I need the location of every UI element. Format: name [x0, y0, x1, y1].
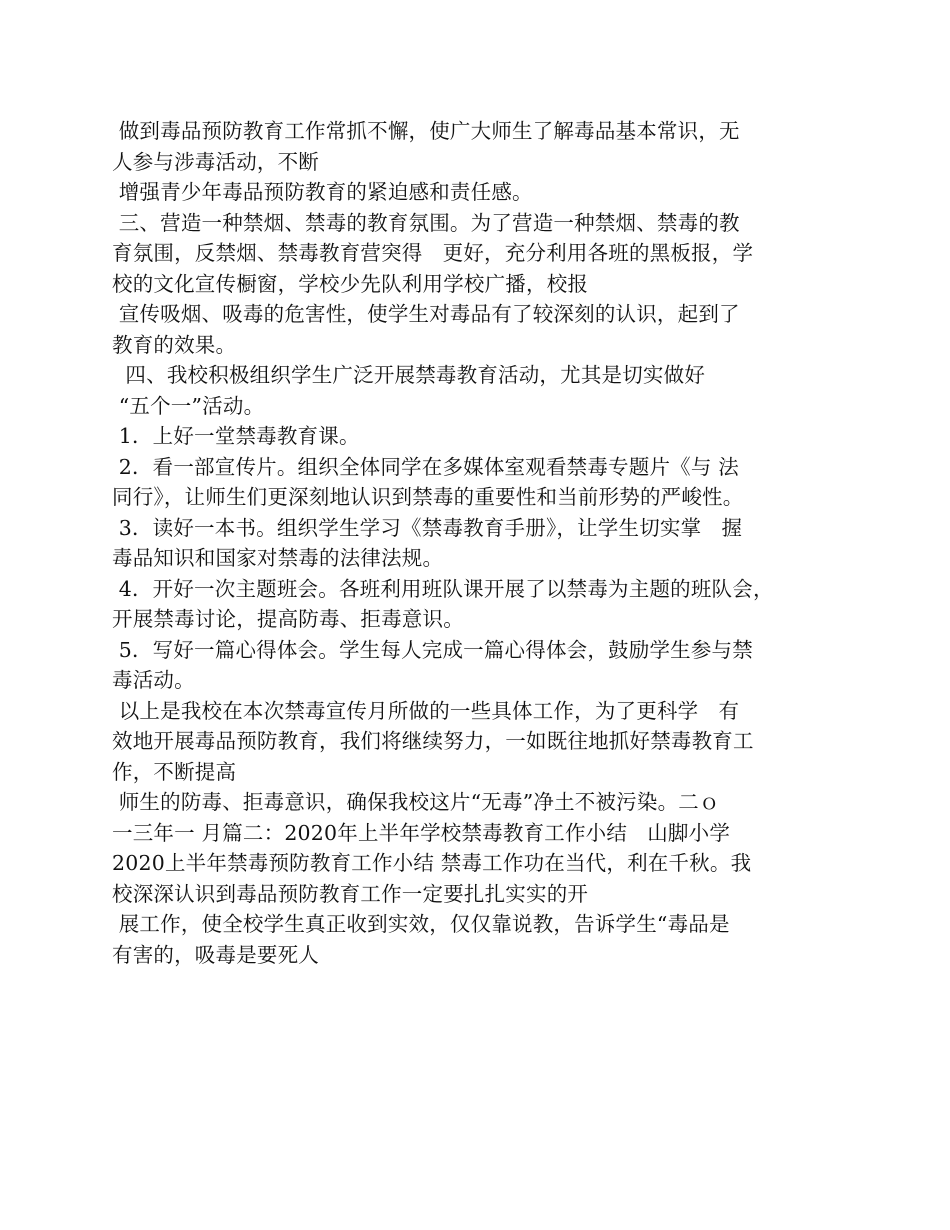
text-line: 人参与涉毒活动，不断	[112, 149, 319, 174]
text-line: “五个一”活动。	[112, 393, 265, 418]
text-line: 同行》，让师生们更深刻地认识到禁毒的重要性和当前形势的严峻性。	[112, 485, 744, 509]
text-line: 展工作，使全校学生真正收到实效，仅仅靠说教，告诉学生“毒品是	[112, 912, 730, 936]
text-line: 4．开好一次主题班会。各班利用班队课开展了以禁毒为主题的班队会，	[112, 576, 774, 601]
text-line: 毒品知识和国家对禁毒的法律法规。	[112, 546, 444, 570]
text-line: 一三年一 月篇二：2020年上半年学校禁毒教育工作小结 山脚小学	[112, 820, 731, 845]
text-line: 四、我校积极组织学生广泛开展禁毒教育活动，尤其是切实做好	[112, 363, 706, 387]
text-line: 3．读好一本书。组织学生学习《禁毒教育手册》，让学生切实掌 握	[112, 515, 743, 540]
text-line: 有害的，吸毒是要死人	[112, 942, 319, 967]
text-line: 教育的效果。	[112, 332, 237, 357]
document-body	[112, 116, 832, 970]
text-line: 育氛围，反禁烟、禁毒教育营突得 更好，充分利用各班的黑板报，学	[112, 241, 754, 265]
text-line: 开展禁毒讨论，提高防毒、拒毒意识。	[112, 607, 464, 631]
text-line: 2．看一部宣传片。组织全体同学在多媒体室观看禁毒专题片《与 法	[112, 454, 739, 479]
text-line: 2020上半年禁毒预防教育工作小结 禁毒工作功在当代，利在千秋。我	[112, 851, 752, 875]
text-line: 增强青少年毒品预防教育的紧迫感和责任感。	[112, 180, 533, 204]
text-line: 5．写好一篇心得体会。学生每人完成一篇心得体会，鼓励学生参与禁	[112, 637, 753, 662]
text-line: 校的文化宣传橱窗，学校少先队利用学校广播，校报	[112, 271, 589, 296]
text-line: 做到毒品预防教育工作常抓不懈，使广大师生了解毒品基本常识，无	[112, 119, 740, 143]
text-line: 1．上好一堂禁毒教育课。	[112, 424, 360, 448]
text-line: 三、营造一种禁烟、禁毒的教育氛围。为了营造一种禁烟、禁毒的教	[112, 210, 740, 235]
text-line: 毒活动。	[112, 668, 195, 692]
text-line: 作，不断提高	[112, 759, 237, 784]
text-line: 校深深认识到毒品预防教育工作一定要扎扎实实的开	[112, 881, 589, 906]
text-line: 宣传吸烟、吸毒的危害性，使学生对毒品有了较深刻的认识，起到了	[112, 302, 740, 326]
text-line: 效地开展毒品预防教育，我们将继续努力，一如既往地抓好禁毒教育工	[112, 729, 754, 753]
text-line: 以上是我校在本次禁毒宣传月所做的一些具体工作，为了更科学 有	[112, 698, 740, 723]
text-line: 师生的防毒、拒毒意识，确保我校这片“无毒”净土不被污染。二ｏ	[112, 790, 720, 814]
